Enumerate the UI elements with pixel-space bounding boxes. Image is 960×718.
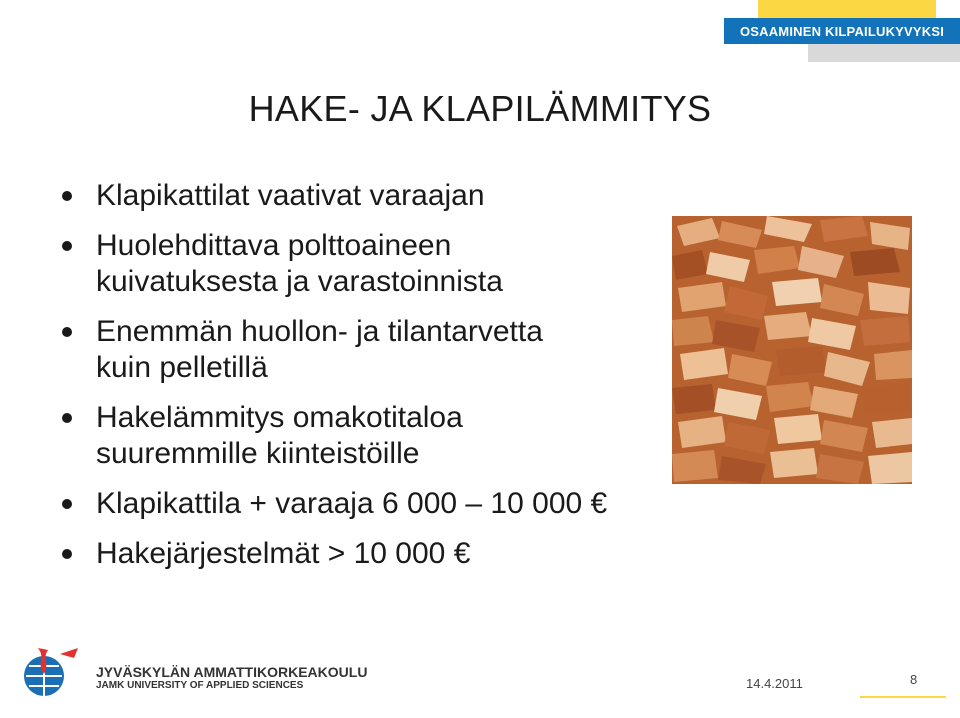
logo-text-english: JAMK UNIVERSITY OF APPLIED SCIENCES — [96, 680, 304, 691]
bullet-dot-icon — [62, 327, 72, 337]
institution-logo — [16, 644, 368, 700]
bullet-dot-icon — [62, 413, 72, 423]
bullet-text-line1: Klapikattila + varaaja 6 000 – 10 000 € — [96, 487, 608, 520]
bullet-text-line1: Hakejärjestelmät > 10 000 € — [96, 537, 471, 570]
bullet-item — [60, 228, 680, 300]
bullet-item — [60, 400, 680, 472]
bullet-dot-icon — [62, 499, 72, 509]
bullet-text-line2: suuremmille kiinteistöille — [96, 437, 420, 470]
wood-chips-illustration — [672, 216, 912, 484]
bullet-dot-icon — [62, 191, 72, 201]
slide-date: 14.4.2011 — [746, 676, 803, 691]
bullet-item — [60, 178, 680, 214]
bullet-item — [60, 486, 680, 522]
bullet-list — [60, 178, 680, 586]
header-banner — [724, 18, 960, 44]
header-banner-text: OSAAMINEN KILPAILUKYVYKSI — [739, 23, 945, 39]
slide-title: HAKE- JA KLAPILÄMMITYS — [248, 88, 712, 129]
jamk-emblem-icon — [16, 644, 82, 700]
banner-accent-yellow — [758, 0, 936, 18]
bullet-text-line1: Klapikattilat vaativat varaajan — [96, 179, 485, 212]
bullet-text-line2: kuivatuksesta ja varastoinnista — [96, 265, 503, 298]
bullet-text-line1: Huolehdittava polttoaineen — [96, 229, 452, 262]
bullet-text-line1: Hakelämmitys omakotitaloa — [96, 401, 463, 434]
bullet-item — [60, 314, 680, 386]
bullet-text-line2: kuin pelletillä — [96, 351, 268, 384]
wood-chips-photo — [672, 216, 912, 484]
bullet-item — [60, 536, 680, 572]
page-number: 8 — [910, 672, 918, 687]
footer-accent-line — [860, 696, 946, 698]
bullet-dot-icon — [62, 549, 72, 559]
bullet-text-line1: Enemmän huollon- ja tilantarvetta — [96, 315, 543, 348]
bullet-dot-icon — [62, 241, 72, 251]
logo-text-finnish: JYVÄSKYLÄN AMMATTIKORKEAKOULU — [96, 664, 368, 680]
banner-accent-grey — [808, 44, 960, 62]
